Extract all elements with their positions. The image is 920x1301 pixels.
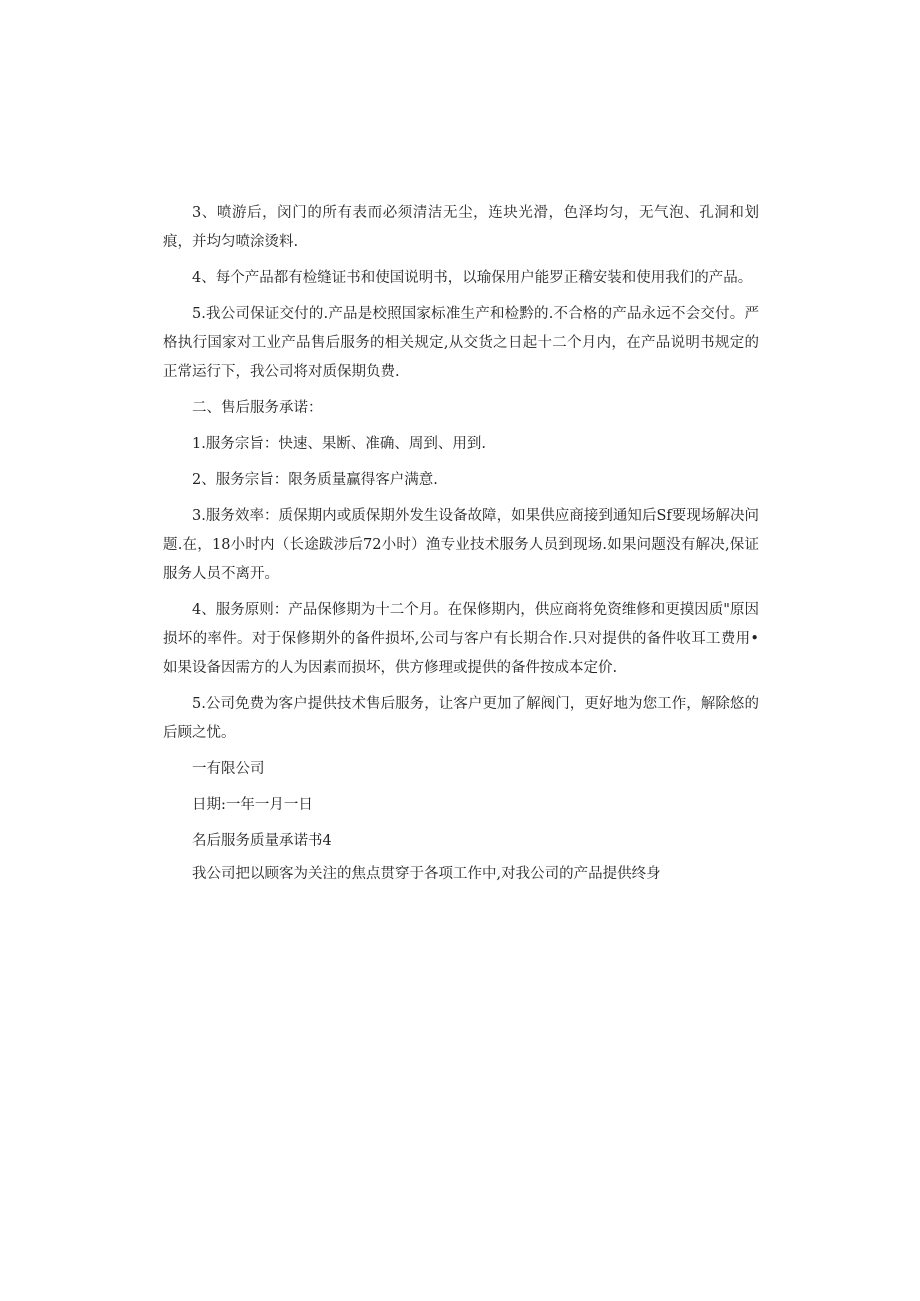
service-item-purpose-1: 1.服务宗旨：快速、果断、准确、周到、用到. <box>192 436 486 452</box>
next-document-title: 名后服务质量承诺书4 <box>192 833 332 849</box>
section-heading-after-sales: 二、售后服务承诺： <box>192 400 323 416</box>
date-line: 日期:一年一月一日 <box>192 797 313 813</box>
paragraph-delivery-guarantee: 5.我公司保证交付的.产品是校照国家标准生产和检黔的.不合格的产品永远不会交付。严格执行国家对工业产品售后服务的相关规定,从交货之日起十二个月内，在产品说明书规定的正常运行下，我公司将对质保期负费. <box>163 306 759 380</box>
company-name: 一有限公司 <box>192 761 265 777</box>
paragraph-spray-requirements: 3、喷游后，闵门的所有表而必须清洁无尘，连块光滑，色泽均匀，无气泡、孔洞和划痕，并均匀喷涂烫料. <box>163 205 759 250</box>
paragraph-certificate: 4、每个产品都有检缝证书和使国说明书，以瑜保用户能罗正稽安装和使用我们的产品。 <box>192 270 753 286</box>
service-item-purpose-2: 2、服务宗旨：限务质量赢得客户满意. <box>192 472 438 488</box>
paragraph-service-efficiency: 3.服务效率：质保期内或质保期外发生设备故障，如果供应商接到通知后Sf要现场解决问题.在，18小时内（长途跋涉后72小时）渔专业技术服务人员到现场.如果问题没有解决,保证服务人员不离开。 <box>163 508 759 582</box>
paragraph-service-principle: 4、服务原则：产品保修期为十二个月。在保修期内，供应商将免资维修和更摸因质"原因损坏的率件。对于保修期外的备件损坏,公司与客户有长期合作.只对提供的备件收耳工费用•如果设备因需方的人为因素而损坏，供方修理或提供的备件按成本定价. <box>163 602 759 676</box>
paragraph-free-support: 5.公司免费为客户提供技术售后服务，让客户更加了解阀门，更好地为您工作，解除悠的后顾之忧。 <box>163 696 759 741</box>
document-page <box>163 199 759 896</box>
next-document-first-line: 我公司把以顾客为关注的焦点贯穿于各项工作中,对我公司的产品提供终身 <box>192 866 661 882</box>
